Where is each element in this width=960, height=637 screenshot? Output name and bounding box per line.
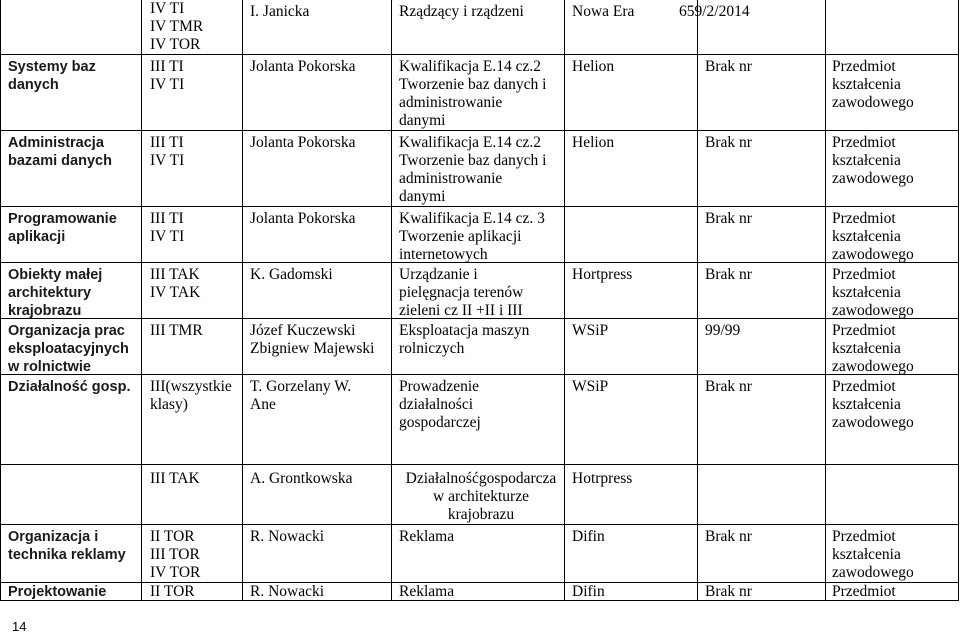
- title-cell: Kwalifikacja E.14 cz.2 Tworzenie baz danych i administrowanie danymi: [399, 134, 547, 205]
- publisher-cell: Nowa Era: [572, 3, 635, 20]
- subject-cell: Działalność gosp.: [8, 379, 131, 395]
- author-cell: Jolanta Pokorska: [250, 210, 356, 227]
- title-cell: Eksploatacja maszyn rolniczych: [399, 322, 530, 357]
- classes-cell: III TMR: [150, 322, 203, 339]
- approval-number-cell: Brak nr: [705, 58, 752, 75]
- subject-cell: Organizacja i technika reklamy: [8, 529, 126, 563]
- table-border-bottom: [0, 600, 959, 601]
- title-cell: Prowadzenie działalności gospodarczej: [399, 378, 481, 431]
- author-cell: Jolanta Pokorska: [250, 58, 356, 75]
- title-cell: Urządzanie i pielęgnacja terenów zieleni cz II +II i III: [399, 266, 524, 319]
- subject-cell: Projektowanie: [8, 584, 107, 600]
- publisher-cell: Helion: [572, 134, 615, 151]
- column-divider: [697, 0, 698, 601]
- classes-cell: III TI IV TI: [150, 134, 185, 169]
- row-divider: [0, 524, 959, 525]
- author-cell: A. Grontkowska: [250, 470, 353, 487]
- subject-type-cell: Przedmiot kształcenia zawodowego: [832, 210, 914, 263]
- subject-type-cell: Przedmiot kształcenia zawodowego: [832, 528, 914, 581]
- page-number: 14: [12, 619, 27, 634]
- column-divider: [242, 0, 243, 601]
- subject-type-cell: Przedmiot: [832, 583, 896, 600]
- title-cell: Kwalifikacja E.14 cz.2 Tworzenie baz danych i administrowanie danymi: [399, 58, 547, 129]
- approval-number-cell: Brak nr: [705, 210, 752, 227]
- publisher-cell: WSiP: [572, 378, 609, 395]
- publisher-cell: Hortpress: [572, 266, 633, 283]
- title-cell: Rządzący i rządzeni: [399, 3, 524, 20]
- classes-cell: II TOR: [150, 583, 195, 600]
- publisher-cell: Helion: [572, 58, 615, 75]
- author-cell: K. Gadomski: [250, 266, 333, 283]
- publisher-cell: Hotrpress: [572, 470, 633, 487]
- publisher-cell: WSiP: [572, 322, 609, 339]
- author-cell: T. Gorzelany W. Ane: [250, 378, 352, 413]
- column-divider: [825, 0, 826, 601]
- author-cell: Józef Kuczewski Zbigniew Majewski: [250, 322, 375, 357]
- subject-cell: Obiekty małej architektury krajobrazu: [8, 267, 103, 319]
- author-cell: I. Janicka: [250, 3, 310, 20]
- classes-cell: III TAK IV TAK: [150, 266, 201, 301]
- classes-cell: II TOR III TOR IV TOR: [150, 528, 201, 581]
- subject-cell: Administracja bazami danych: [8, 135, 112, 169]
- column-divider: [391, 0, 392, 601]
- classes-cell: III(wszystkie klasy): [150, 378, 232, 413]
- subject-type-cell: Przedmiot kształcenia zawodowego: [832, 322, 914, 375]
- subject-type-cell: Przedmiot kształcenia zawodowego: [832, 134, 914, 187]
- row-divider: [0, 130, 959, 131]
- subject-cell: Organizacja prac eksploatacyjnych w rolnictwie: [8, 323, 129, 375]
- title-cell: Kwalifikacja E.14 cz. 3 Tworzenie aplikacji internetowych: [399, 210, 545, 263]
- row-divider: [0, 54, 959, 55]
- approval-number-cell: 659/2/2014: [679, 3, 750, 20]
- subject-type-cell: Przedmiot kształcenia zawodowego: [832, 58, 914, 111]
- approval-number-cell: Brak nr: [705, 378, 752, 395]
- row-divider: [0, 582, 959, 583]
- publisher-cell: Difin: [572, 583, 605, 600]
- approval-number-cell: Brak nr: [705, 528, 752, 545]
- classes-cell: III TI IV TI: [150, 210, 185, 245]
- author-cell: R. Nowacki: [250, 583, 325, 600]
- author-cell: Jolanta Pokorska: [250, 134, 356, 151]
- table-border-left: [0, 0, 1, 601]
- approval-number-cell: Brak nr: [705, 134, 752, 151]
- row-divider: [0, 374, 959, 375]
- approval-number-cell: Brak nr: [705, 266, 752, 283]
- title-cell: Reklama: [399, 528, 455, 545]
- row-divider: [0, 464, 959, 465]
- subject-type-cell: Przedmiot kształcenia zawodowego: [832, 378, 914, 431]
- subject-type-cell: Przedmiot kształcenia zawodowego: [832, 266, 914, 319]
- row-divider: [0, 206, 959, 207]
- title-cell: Działalnośćgospodarcza w architekturze krajobrazu: [405, 470, 557, 523]
- table-border-right: [958, 0, 959, 601]
- subject-cell: Systemy baz danych: [8, 59, 96, 93]
- classes-cell: III TI IV TI: [150, 58, 185, 93]
- classes-cell: III TAK: [150, 470, 200, 487]
- title-cell: Reklama: [399, 583, 455, 600]
- subject-cell: Programowanie aplikacji: [8, 211, 117, 245]
- classes-cell: IV TI IV TMR IV TOR: [150, 0, 204, 53]
- author-cell: R. Nowacki: [250, 528, 325, 545]
- column-divider: [141, 0, 142, 601]
- publisher-cell: Difin: [572, 528, 605, 545]
- approval-number-cell: 99/99: [705, 322, 741, 339]
- column-divider: [564, 0, 565, 601]
- approval-number-cell: Brak nr: [705, 583, 752, 600]
